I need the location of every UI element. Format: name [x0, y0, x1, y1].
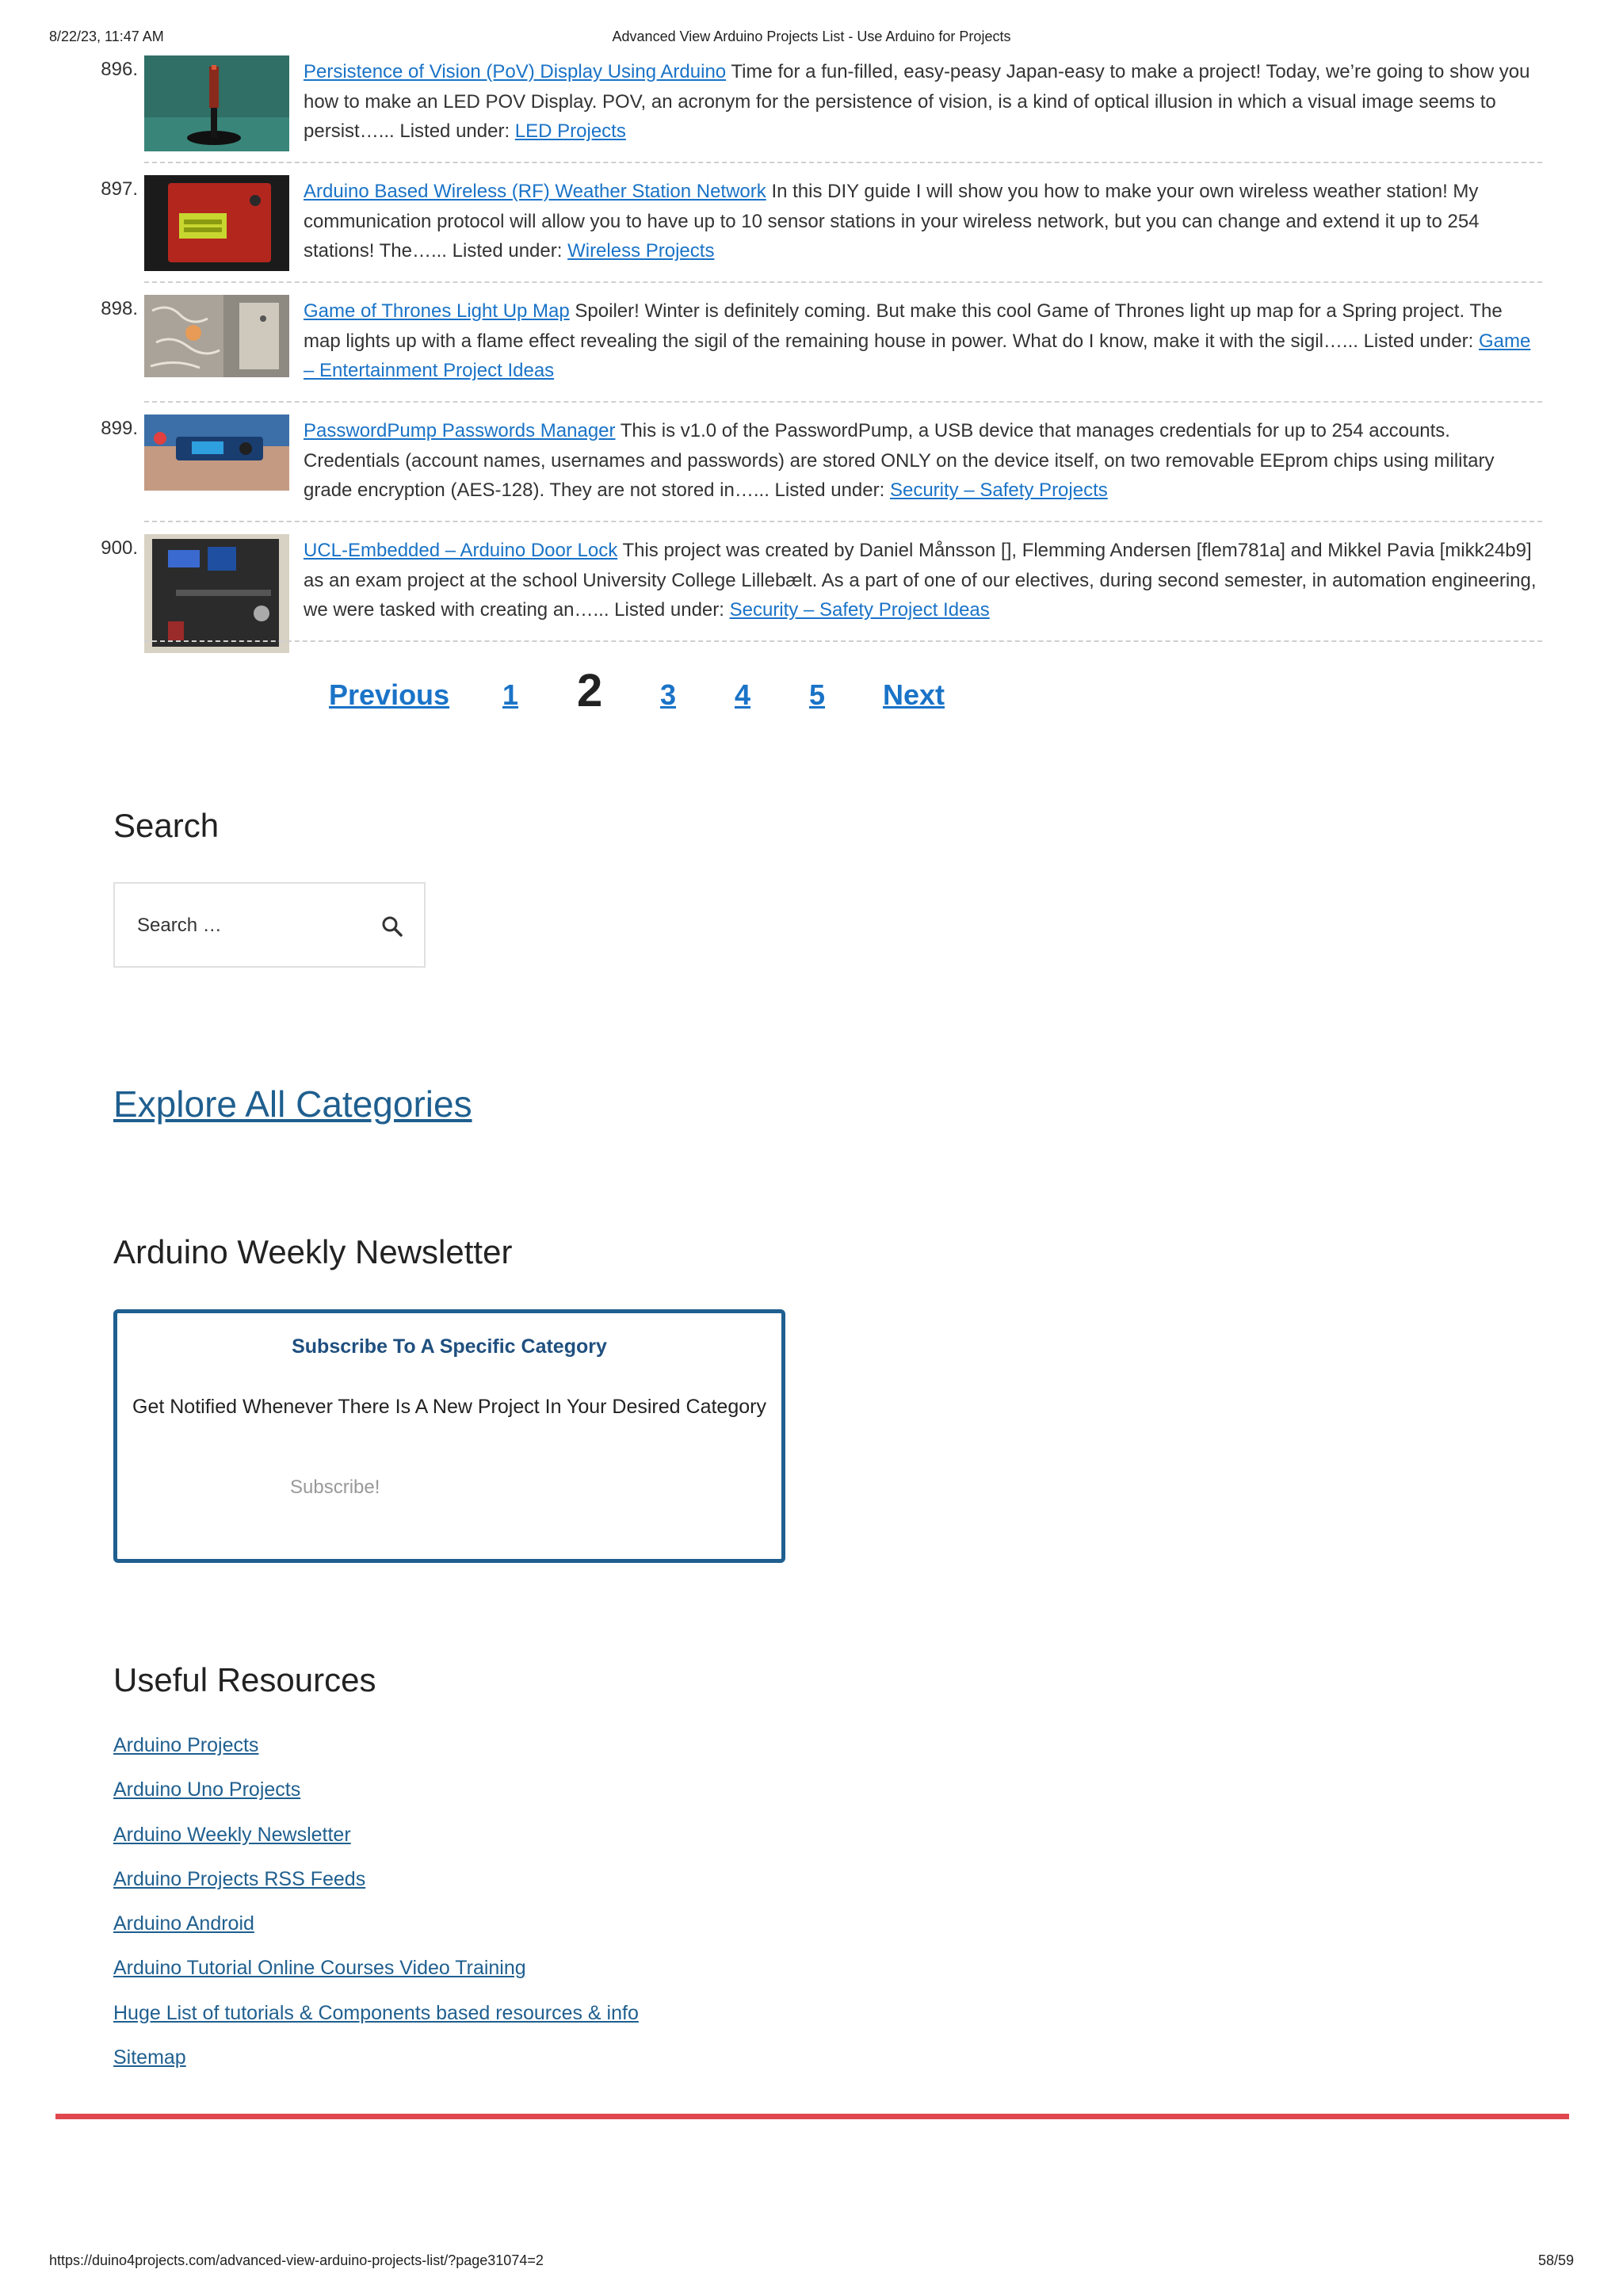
list-item: [87, 174, 1542, 293]
post-excerpt: In this DIY guide I will show you how to make your own wireless weather station! My communication protocol will allow you to have up to 10 sensor stations in your wireless network, but you can change and extend it up to 254 stations! The…... Listed under:: [304, 181, 1480, 262]
list-item: [113, 1824, 639, 1868]
post-title-link[interactable]: Persistence of Vision (PoV) Display Using Arduino: [304, 61, 727, 82]
list-item: [87, 54, 1542, 174]
footer-accent-bar: [55, 2114, 1569, 2119]
search-heading: Search: [113, 807, 220, 844]
print-page-number: 58/59: [1537, 2252, 1574, 2268]
list-item: [113, 2002, 639, 2046]
post-title-link[interactable]: Game of Thrones Light Up Map: [304, 300, 570, 322]
newsletter-box: [113, 1309, 785, 1563]
post-title-link[interactable]: Arduino Based Wireless (RF) Weather Station Network: [304, 181, 766, 202]
resource-link[interactable]: Huge List of tutorials & Components based resources & info: [113, 2001, 639, 2024]
post-thumbnail[interactable]: [144, 175, 289, 271]
post-thumbnail[interactable]: [144, 295, 289, 391]
post-category-link[interactable]: LED Projects: [514, 120, 626, 142]
list-item: [113, 1912, 639, 1957]
item-number: 900.: [101, 537, 138, 559]
pagination: [0, 664, 1623, 728]
post-category-link[interactable]: Game – Entertainment Project Ideas: [304, 330, 1531, 381]
search-button[interactable]: [380, 914, 407, 941]
divider: [144, 401, 1542, 403]
post-thumbnail[interactable]: [144, 55, 289, 151]
post-category-link[interactable]: Security – Safety Project Ideas: [729, 599, 990, 621]
item-number: 896.: [101, 59, 138, 80]
pagination-previous[interactable]: Previous: [329, 678, 450, 711]
resource-link[interactable]: Arduino Uno Projects: [113, 1778, 301, 1801]
list-item: [113, 1868, 639, 1912]
resource-link[interactable]: Arduino Projects RSS Feeds: [113, 1867, 366, 1890]
resources-heading: Useful Resources: [113, 1661, 376, 1698]
pagination-next[interactable]: Next: [883, 678, 945, 711]
search-icon: [380, 914, 407, 941]
post-excerpt: Time for a fun-filled, easy-peasy Japan-easy to make a project! Today, we’re going to show you how to make an LED POV Display. POV, an acronym for the persistence of vision, is a kind of optical illusion in which a visual image seems to persist…... Listed under:: [304, 61, 1530, 142]
post-thumbnail[interactable]: [144, 415, 289, 510]
list-item: [87, 413, 1542, 533]
post-thumbnail[interactable]: [144, 534, 289, 653]
resources-list: [113, 1734, 639, 2091]
search-form: [113, 882, 426, 968]
list-item: [113, 1778, 639, 1823]
post-text: [304, 296, 1540, 386]
pagination-current-page: 2: [577, 665, 603, 716]
newsletter-box-title: Subscribe To A Specific Category: [292, 1335, 607, 1358]
pagination-page-4[interactable]: 4: [735, 678, 751, 711]
post-title-link[interactable]: UCL-Embedded – Arduino Door Lock: [304, 540, 618, 561]
item-number: 899.: [101, 418, 138, 439]
print-header: [49, 29, 1574, 48]
list-item: [87, 293, 1542, 413]
post-excerpt: This project was created by Daniel Månsson [], Flemming Andersen [flem781a] and Mikkel Pavia [mikk24b9] as an exam project at the school University College Lillebælt. As a part of one of our electives, during second semester, in automation engineering, we were tasked with creating an…... Listed under:: [304, 540, 1537, 621]
print-footer: [49, 2252, 1574, 2271]
post-text: [304, 536, 1540, 625]
print-datetime: 8/22/23, 11:47 AM: [49, 29, 164, 44]
pagination-page-1[interactable]: 1: [502, 678, 519, 711]
resource-link[interactable]: Arduino Android: [113, 1912, 254, 1935]
post-text: [304, 177, 1540, 266]
pagination-page-3[interactable]: 3: [660, 678, 677, 711]
item-number: 898.: [101, 298, 138, 319]
post-title-link[interactable]: PasswordPump Passwords Manager: [304, 420, 616, 441]
list-item: [87, 533, 1542, 652]
search-input[interactable]: [136, 911, 369, 941]
post-category-link[interactable]: Security – Safety Projects: [889, 479, 1108, 501]
list-item: [113, 1734, 639, 1778]
resource-link[interactable]: Arduino Tutorial Online Courses Video Training: [113, 1957, 526, 1980]
resource-link[interactable]: Sitemap: [113, 2046, 186, 2069]
post-list: [87, 54, 1542, 652]
list-item: [113, 1957, 639, 2001]
pagination-page-5[interactable]: 5: [809, 678, 826, 711]
divider: [144, 281, 1542, 283]
newsletter-box-description: Get Notified Whenever There Is A New Project In Your Desired Category: [132, 1396, 766, 1418]
newsletter-heading: Arduino Weekly Newsletter: [113, 1233, 513, 1270]
subscribe-button[interactable]: Subscribe!: [284, 1473, 386, 1502]
post-category-link[interactable]: Wireless Projects: [567, 240, 715, 262]
divider: [144, 640, 1542, 642]
divider: [144, 162, 1542, 163]
resource-link[interactable]: Arduino Weekly Newsletter: [113, 1823, 351, 1846]
item-number: 897.: [101, 178, 138, 200]
list-item: [113, 2046, 639, 2091]
post-excerpt: This is v1.0 of the PasswordPump, a USB device that manages credentials for up to 254 accounts. Credentials (account names, usernames and passwords) are stored ONLY on the device itself, on two removable EEprom chips using military grade encryption (AES-128). They are not stored in…... Listed under:: [304, 420, 1495, 501]
resource-link[interactable]: Arduino Projects: [113, 1734, 259, 1756]
print-url: https://duino4projects.com/advanced-view-arduino-projects-list/?page31074=2: [49, 2252, 544, 2268]
post-text: [304, 416, 1540, 506]
divider: [144, 521, 1542, 522]
explore-all-categories-link[interactable]: Explore All Categories: [113, 1083, 472, 1125]
print-page-title: Advanced View Arduino Projects List - Use Arduino for Projects: [612, 29, 1011, 44]
post-excerpt: Spoiler! Winter is definitely coming. But make this cool Game of Thrones light up map for a Spring project. The map lights up with a flame effect revealing the sigil of the remaining house in power. What do I know, make it with the sigil…... Listed under:: [304, 300, 1503, 352]
post-text: [304, 57, 1540, 147]
